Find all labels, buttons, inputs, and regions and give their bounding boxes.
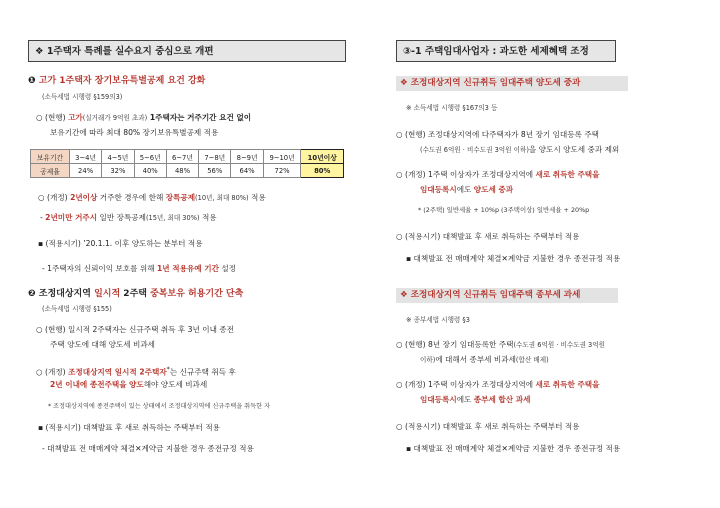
text: - 1주택자의 신뢰이익 보호를 위해 xyxy=(42,264,158,273)
r-s1-transition: ▪ 대책발표 전 매매계약 체결✕계약금 지불한 경우 종전규정 적용 xyxy=(406,254,621,263)
note-small: (10년, 최대 80%) xyxy=(195,194,249,202)
note-small: (수도권 6억원 · 비수도권 3억원 이하) xyxy=(420,146,529,154)
header-number: ③-1 xyxy=(403,46,422,57)
table-cell: 5~6년 xyxy=(134,150,166,164)
r-s1-current-line1: ○ (현행) 조정대상지역에 다주택자가 8년 장기 임대등록 주택 xyxy=(396,130,599,139)
table-cell: 7~8년 xyxy=(199,150,231,164)
highlight: 장특공제 xyxy=(165,193,196,202)
section1-ref: (소득세법 시행령 §159의3) xyxy=(42,93,123,101)
text: 적용 xyxy=(248,193,266,202)
highlight: 종부세 합산 과세 xyxy=(473,395,531,404)
highlight: 새로 취득한 주택을 xyxy=(535,380,600,389)
highlight: 2년이상 xyxy=(70,193,98,202)
highlight: 2년미만 거주시 xyxy=(45,213,98,222)
table-cell: 공제율 xyxy=(31,164,70,178)
text: 1주택자는 거주기간 요건 없이 xyxy=(147,113,252,122)
left-section-header: ❖ 1주택자 특례를 실수요지 중심으로 개편 xyxy=(28,40,346,62)
highlight: 임대등록시 xyxy=(420,395,457,404)
highlight: 양도세 중과 xyxy=(473,185,514,194)
r-s2-transition: ▪ 대책발표 전 매매계약 체결✕계약금 지불한 경우 종전규정 적용 xyxy=(406,444,621,453)
deduction-rate-table xyxy=(30,149,344,178)
s1-effective: ▪ (적용시기) ’20.1.1. 이후 양도하는 분부터 적용 xyxy=(38,239,203,248)
r-s2-current-line2 xyxy=(420,353,549,367)
text: 에도 xyxy=(456,395,474,404)
section1-number: ❶ xyxy=(28,76,36,86)
r-s1-footnote: * (2주택) 일반세율 + 10%p (3주택이상) 일반세율 + 20%p xyxy=(418,206,590,214)
text: - xyxy=(40,213,46,222)
table-cell-highlight: 10년이상 xyxy=(301,150,344,164)
section1-title xyxy=(28,75,205,88)
note-small: (15년, 최대 30%) xyxy=(145,214,200,222)
s2-revised-line1 xyxy=(36,363,236,379)
note-small: (수도권 6억원 · 비수도권 3억원 xyxy=(513,341,605,349)
note-small: (합산 배제) xyxy=(515,356,549,364)
r-s1-revised-line1 xyxy=(396,168,599,181)
table-cell: 9~10년 xyxy=(263,150,301,164)
highlight: 중복보유 허용기간 단축 xyxy=(150,289,244,299)
highlight: 조정대상지역 일시적 2주택자 xyxy=(68,367,167,377)
s1-current-line1 xyxy=(36,111,251,125)
section2-ref: (소득세법 시행령 §155) xyxy=(42,305,112,313)
table-cell: 56% xyxy=(199,164,231,178)
r-s1-current-line2 xyxy=(420,143,619,157)
text: 설정 xyxy=(218,264,237,273)
highlight: 고가 xyxy=(68,113,83,122)
text: 적용 xyxy=(199,213,217,222)
r-s2-revised-line2 xyxy=(420,393,530,406)
s2-current-line2: 주택 양도에 대해 양도세 비과세 xyxy=(50,340,156,349)
text: ○ (현행) xyxy=(36,113,69,122)
highlight: 1년 적용유예 기간 xyxy=(157,264,219,273)
table-cell: 8~9년 xyxy=(231,150,263,164)
text: ○ (개정) 1주택 이상자가 조정대상지역에 xyxy=(396,170,536,179)
table-cell: 48% xyxy=(166,164,198,178)
text: ○ (개정) 1주택 이상자가 조정대상지역에 xyxy=(396,380,536,389)
r-section2-title: ❖ 조정대상지역 신규취득 임대주택 종부세 과세 xyxy=(400,290,581,300)
table-cell: 6~7년 xyxy=(166,150,198,164)
highlight: 2년 이내에 종전주택을 xyxy=(50,380,127,389)
text: ○ (개정) xyxy=(38,193,71,202)
highlight: 임대등록시 xyxy=(420,185,457,194)
table-cell-highlight: 80% xyxy=(301,164,344,178)
r-s2-effective: ○ (적용시기) 대책발표 후 새로 취득하는 주택부터 적용 xyxy=(396,422,580,431)
r-s2-revised-line1 xyxy=(396,378,599,391)
right-section-header xyxy=(396,40,616,62)
table-cell: 3~4년 xyxy=(69,150,101,164)
section2-title xyxy=(28,288,243,301)
text: 에도 xyxy=(456,185,474,194)
table-cell: 4~5년 xyxy=(102,150,134,164)
s2-transition: - 대책발표 전 매매계약 체결✕계약금 지불한 경우 종전규정 적용 xyxy=(42,444,254,453)
table-cell: 32% xyxy=(102,164,134,178)
s2-effective: ▪ (적용시기) 대책발표 후 새로 취득하는 주택부터 적용 xyxy=(38,423,221,432)
highlight: 새로 취득한 주택을 xyxy=(535,170,600,179)
s2-revised-line2 xyxy=(50,378,207,391)
note-small: (실거래가 9억원 초과) xyxy=(82,114,148,122)
text: 일반 장특공제 xyxy=(97,213,146,222)
table-row xyxy=(31,164,344,178)
highlight: 일시적 xyxy=(94,289,121,299)
text: 는 신규주택 취득 후 xyxy=(169,367,236,377)
s1-revised-line2 xyxy=(40,211,217,225)
text: 조정대상지역 xyxy=(38,289,95,299)
header-text: 주택임대사업자 : 과도한 세제혜택 조정 xyxy=(421,46,589,57)
table-cell: 24% xyxy=(69,164,101,178)
s2-current-line1: ○ (현행) 일시적 2주택자는 신규주택 취득 후 3년 이내 종전 xyxy=(36,325,234,334)
note-small: 이하) xyxy=(420,356,436,364)
r-section1-title: ❖ 조정대상지역 신규취득 임대주택 양도세 중과 xyxy=(400,78,581,88)
r-section1-ref: ※ 소득세법 시행령 §167의3 등 xyxy=(406,104,498,112)
text: 2주택 xyxy=(120,289,151,299)
footnote-mark: * xyxy=(166,366,170,373)
text: ○ (현행) 8년 장기 임대등록한 주택 xyxy=(396,340,514,349)
r-s1-effective: ○ (적용시기) 대책발표 후 새로 취득하는 주택부터 적용 xyxy=(396,232,580,241)
section2-number: ❷ xyxy=(28,289,36,299)
text: 에 대해서 종부세 비과세 xyxy=(435,355,516,364)
text: 해야 양도세 비과세 xyxy=(143,380,208,389)
table-cell: 64% xyxy=(231,164,263,178)
r-section2-ref: ※ 종부세법 시행령 §3 xyxy=(406,316,470,324)
highlight: 양도 xyxy=(129,380,144,389)
text: ○ (개정) xyxy=(36,367,69,377)
table-row xyxy=(31,150,344,164)
r-s2-current-line1 xyxy=(396,338,605,352)
section1-title-text: 고가 1주택자 장기보유특별공제 요건 강화 xyxy=(38,76,206,86)
table-cell: 보유기간 xyxy=(31,150,70,164)
table-cell: 40% xyxy=(134,164,166,178)
table-cell: 72% xyxy=(263,164,301,178)
s1-current-line2: 보유기간에 따라 최대 80% 장기보유특별공제 적용 xyxy=(50,128,219,137)
text: 거주한 경우에 한해 xyxy=(97,193,166,202)
r-s1-revised-line2 xyxy=(420,183,513,196)
s2-footnote: * 조정대상지역에 종전주택이 있는 상태에서 조정대상지역에 신규주택을 취득한 자 xyxy=(48,403,271,410)
text: 을 양도시 양도세 중과 제외 xyxy=(528,145,620,154)
s1-revised-line1 xyxy=(38,191,266,205)
s1-grace-period xyxy=(42,262,236,275)
